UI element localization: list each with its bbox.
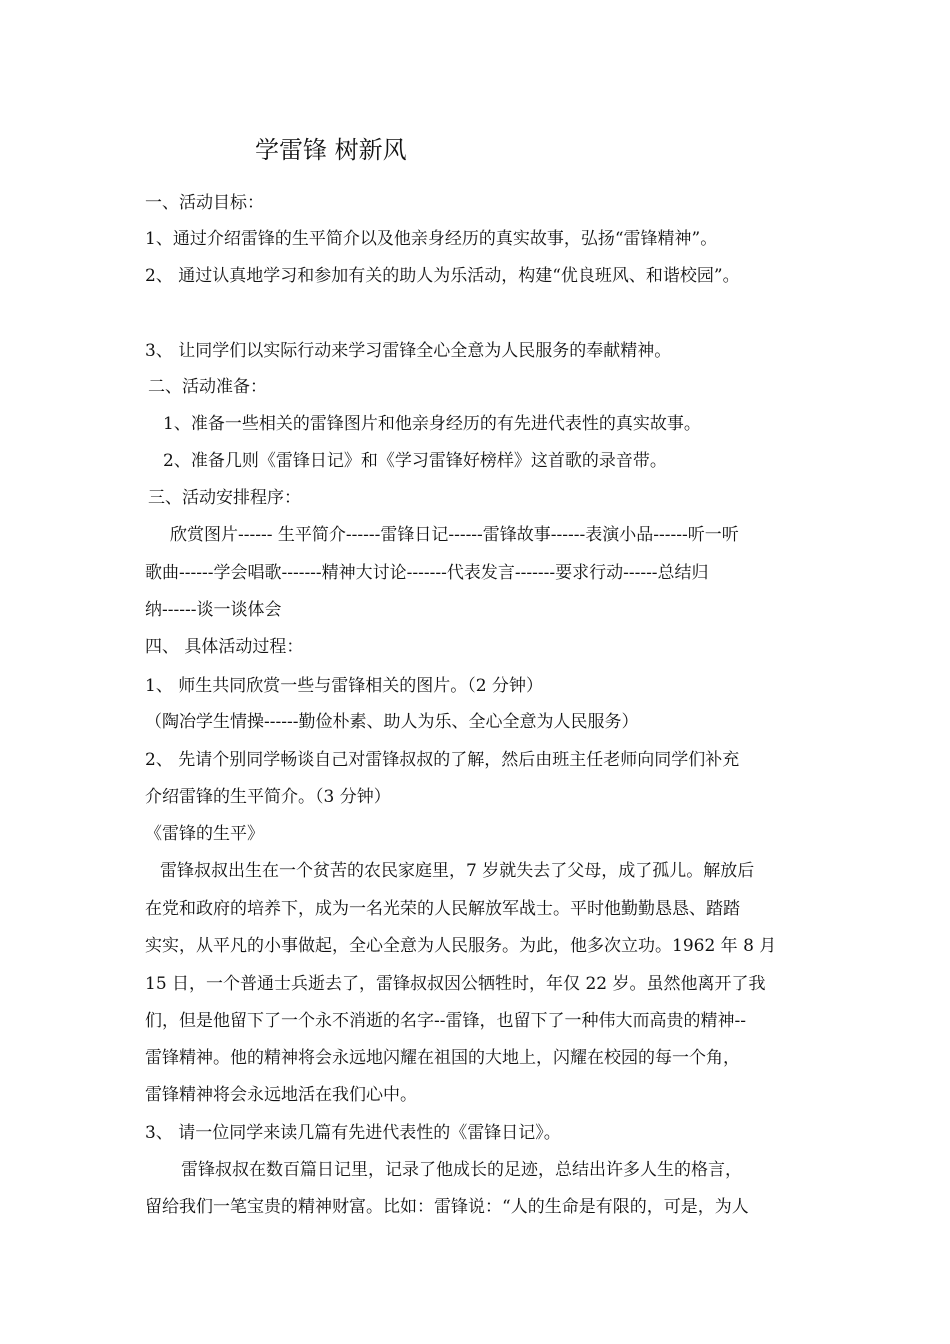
- section3-line-2: 歌曲------学会唱歌-------精神大讨论-------代表发言-------要求行动------总结归: [145, 563, 709, 583]
- section2-item-2: 2、准备几则《雷锋日记》和《学习雷锋好榜样》这首歌的录音带。: [163, 451, 667, 471]
- section4-line-6: 雷锋叔叔出生在一个贫苦的农民家庭里，7 岁就失去了父母，成了孤儿。解放后: [160, 861, 755, 881]
- section4-line-14: 雷锋叔叔在数百篇日记里，记录了他成长的足迹，总结出许多人生的格言，: [181, 1160, 742, 1180]
- section1-heading: 一、活动目标：: [145, 193, 264, 213]
- section4-line-2: （陶冶学生情操------勤俭朴素、助人为乐、全心全意为人民服务）: [145, 712, 639, 732]
- section4-line-13: 3、 请一位同学来读几篇有先进代表性的《雷锋日记》。: [145, 1123, 561, 1143]
- section3-line-1: 欣赏图片------ 生平简介------雷锋日记------雷锋故事------表演小品------听一听: [170, 525, 739, 545]
- section4-line-9: 15 日，一个普通士兵逝去了，雷锋叔叔因公牺牲时，年仅 22 岁。虽然他离开了我: [145, 974, 766, 994]
- section4-line-15: 留给我们一笔宝贵的精神财富。比如：雷锋说：“人的生命是有限的，可是，为人: [145, 1197, 749, 1217]
- section4-line-3: 2、 先请个别同学畅谈自己对雷锋叔叔的了解，然后由班主任老师向同学们补充: [145, 750, 740, 770]
- document-title: 学雷锋 树新风: [255, 136, 407, 164]
- section4-line-8: 实实，从平凡的小事做起，全心全意为人民服务。为此，他多次立功。1962 年 8 月: [145, 936, 777, 956]
- section3-heading: 三、活动安排程序：: [148, 488, 301, 508]
- section4-line-7: 在党和政府的培养下，成为一名光荣的人民解放军战士。平时他勤勤恳恳、踏踏: [145, 899, 740, 919]
- section1-item-3: 3、 让同学们以实际行动来学习雷锋全心全意为人民服务的奉献精神。: [145, 341, 672, 361]
- section4-line-1: 1、 师生共同欣赏一些与雷锋相关的图片。（2 分钟）: [145, 676, 543, 696]
- section4-line-11: 雷锋精神。他的精神将会永远地闪耀在祖国的大地上，闪耀在校园的每一个角，: [145, 1048, 740, 1068]
- section1-item-1: 1、通过介绍雷锋的生平简介以及他亲身经历的真实故事，弘扬“雷锋精神”。: [145, 229, 718, 249]
- section4-line-4: 介绍雷锋的生平简介。（3 分钟）: [145, 787, 391, 807]
- section2-item-1: 1、准备一些相关的雷锋图片和他亲身经历的有先进代表性的真实故事。: [163, 414, 701, 434]
- section4-line-5: 《雷锋的生平》: [145, 824, 264, 844]
- section4-heading: 四、 具体活动过程：: [145, 637, 304, 657]
- section4-line-10: 们，但是他留下了一个永不消逝的名字--雷锋，也留下了一种伟大而高贵的精神--: [145, 1011, 746, 1031]
- section4-line-12: 雷锋精神将会永远地活在我们心中。: [145, 1085, 417, 1105]
- section1-item-2: 2、 通过认真地学习和参加有关的助人为乐活动，构建“优良班风、和谐校园”。: [145, 266, 740, 286]
- section2-heading: 二、活动准备：: [148, 377, 267, 397]
- section3-line-3: 纳------谈一谈体会: [145, 600, 282, 620]
